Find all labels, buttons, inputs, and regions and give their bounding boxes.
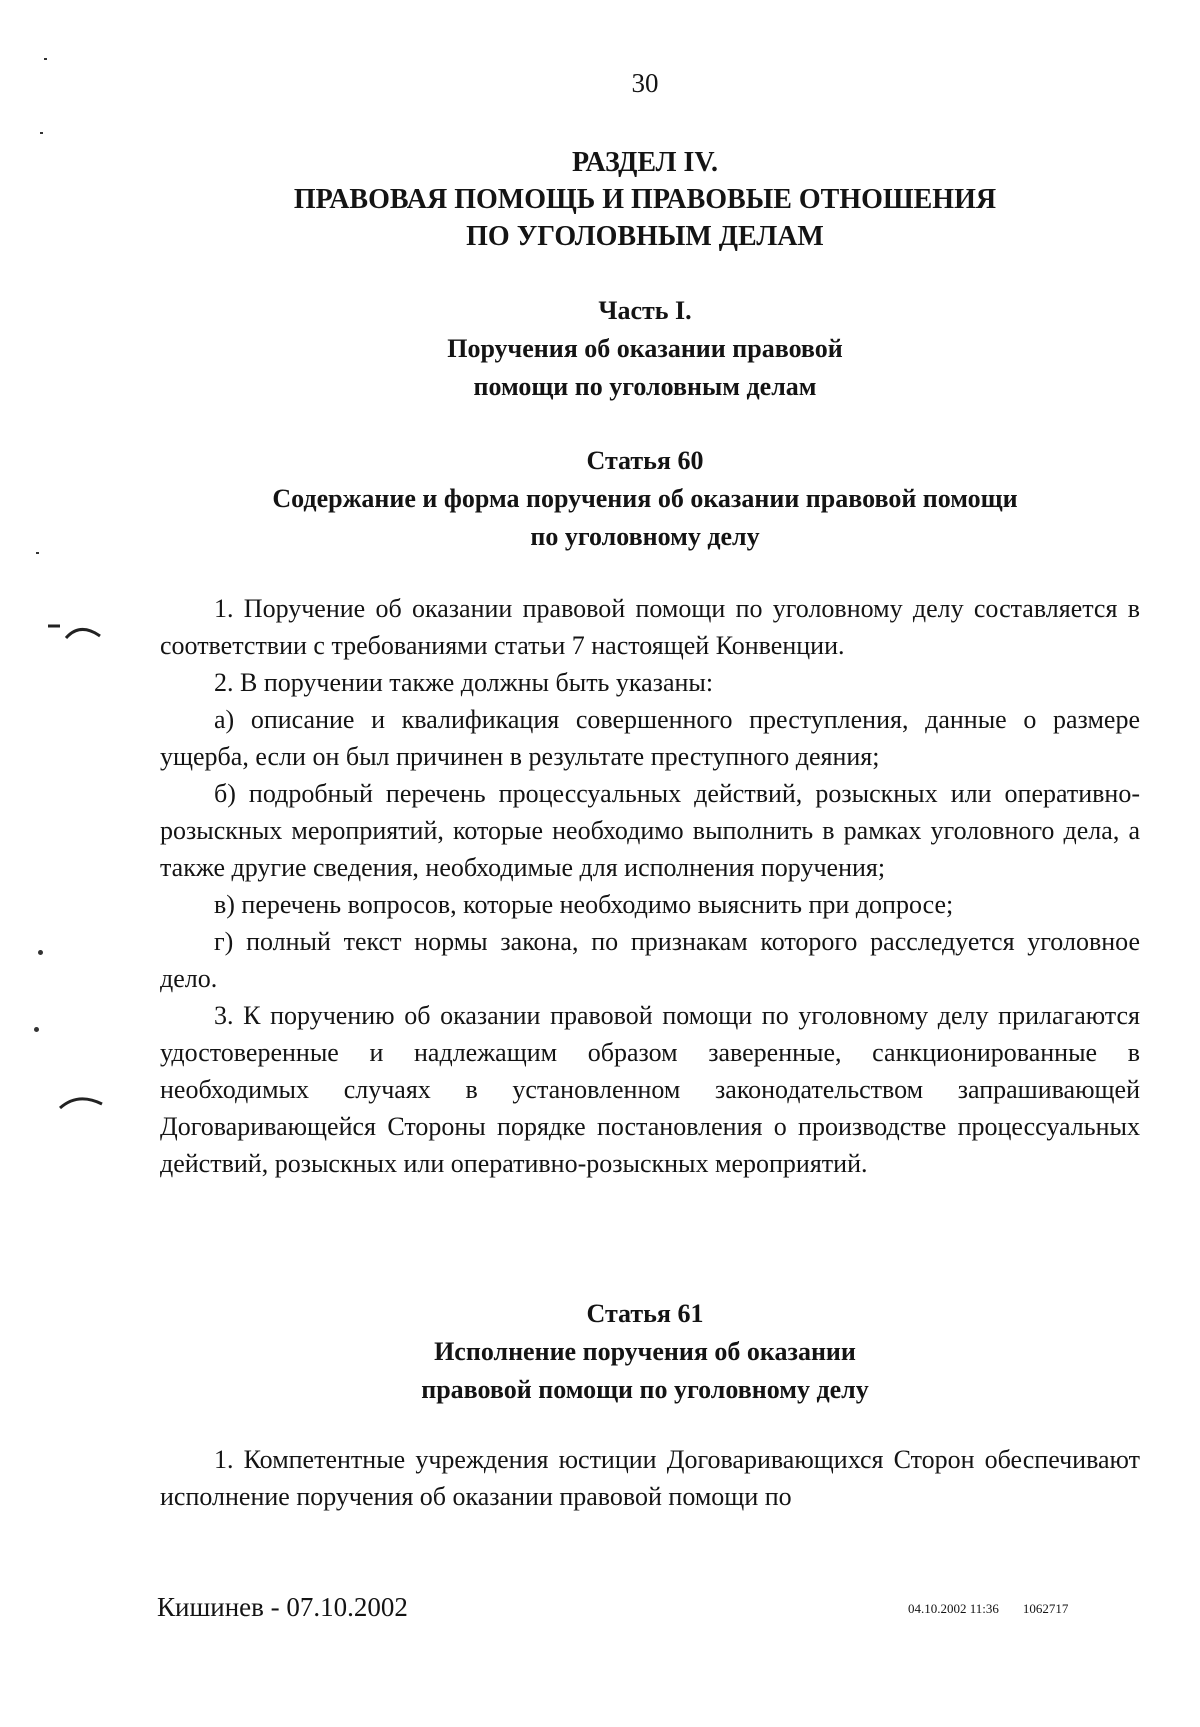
article-61-heading — [150, 1295, 1140, 1409]
section-heading — [150, 144, 1140, 255]
article-61-body — [160, 1441, 1140, 1515]
article-61-heading-line: правовой помощи по уголовному делу — [421, 1375, 869, 1404]
article-paragraph: г) полный текст нормы закона, по признакам которого расследуется уголовное дело. — [160, 927, 1140, 993]
section-heading-line: РАЗДЕЛ IV. — [571, 147, 719, 178]
footer-timestamp: 04.10.2002 11:36 — [908, 1601, 999, 1616]
scan-dot — [34, 1027, 39, 1032]
scan-dot — [40, 132, 43, 134]
article-60-body — [160, 590, 1140, 1182]
scan-dot — [36, 552, 39, 554]
part-heading — [150, 292, 1140, 406]
article-paragraph: 1. Поручение об оказании правовой помощи по уголовному делу составляется в соответствии с требованиями статьи 7 настоящей Конвенции. — [160, 594, 1140, 660]
article-60-heading — [150, 442, 1140, 556]
footer-place-date: Кишинев - 07.10.2002 — [157, 1592, 408, 1622]
article-60-heading-line: по уголовному делу — [530, 522, 760, 551]
scan-dot — [38, 950, 43, 955]
article-60-heading-line: Статья 60 — [586, 446, 704, 475]
part-heading-line: Часть I. — [598, 296, 692, 325]
article-paragraph: а) описание и квалификация совершенного преступления, данные о размере ущерба, если он был причинен в результате преступного деяния; — [160, 705, 1140, 771]
part-heading-line: Поручения об оказании правовой — [447, 334, 843, 363]
article-paragraph: в) перечень вопросов, которые необходимо выяснить при допросе; — [214, 890, 954, 919]
scan-mark-arc-lower — [58, 1092, 106, 1112]
scan-mark-arc-upper — [44, 620, 104, 644]
footer-doc-number: 1062717 — [1022, 1601, 1069, 1616]
article-60-heading-line: Содержание и форма поручения об оказании правовой помощи — [272, 484, 1018, 513]
article-61-heading-line: Исполнение поручения об оказании — [434, 1337, 856, 1366]
section-heading-line: ПО УГОЛОВНЫМ ДЕЛАМ — [466, 221, 824, 252]
article-paragraph: 1. Компетентные учреждения юстиции Договаривающихся Сторон обеспечивают исполнение поручения об оказании правовой помощи по — [160, 1445, 1140, 1511]
article-paragraph: 3. К поручению об оказании правовой помощи по уголовному делу прилагаются удостоверенные и надлежащим образом заверенные, санкционированные в необходимых случаях в установленном законодательством запрашивающей Договаривающейся Стороны порядке постановления о производстве процессуальных действий, розыскных или оперативно-розыскных мероприятий. — [160, 1001, 1140, 1178]
section-heading-line: ПРАВОВАЯ ПОМОЩЬ И ПРАВОВЫЕ ОТНОШЕНИЯ — [293, 184, 997, 215]
page-number: 30 — [631, 68, 659, 98]
footer-stamp — [908, 1601, 1068, 1617]
scan-dot — [44, 58, 47, 60]
article-61-heading-line: Статья 61 — [586, 1299, 704, 1328]
part-heading-line: помощи по уголовным делам — [473, 372, 817, 401]
article-paragraph: 2. В поручении также должны быть указаны: — [214, 668, 714, 697]
article-paragraph: б) подробный перечень процессуальных действий, розыскных или оперативно-розыскных мероприятий, которые необходимо выполнить в рамках уголовного дела, а также другие сведения, необходимые для исполнения поручения; — [160, 779, 1140, 882]
